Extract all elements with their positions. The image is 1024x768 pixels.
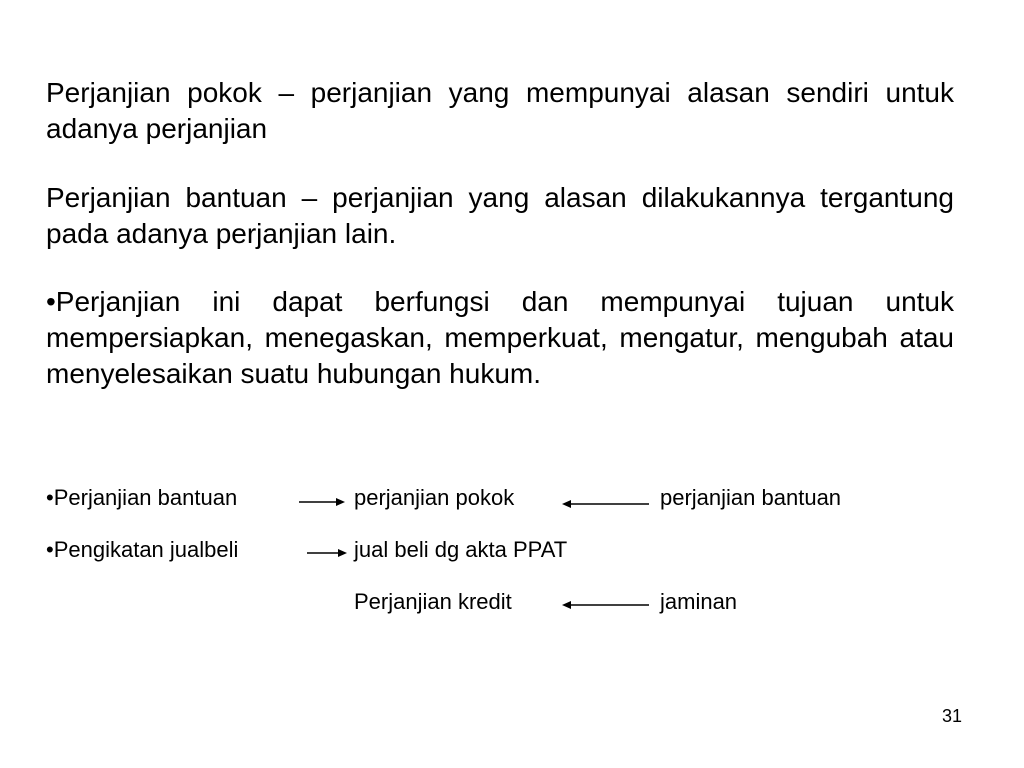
row1-right-label: perjanjian bantuan <box>660 485 842 510</box>
row3-middle-label: Perjanjian kredit <box>354 589 512 614</box>
left-arrow-icon <box>561 599 651 611</box>
left-arrow-icon <box>561 498 651 510</box>
row1-left-label: •Perjanjian bantuan <box>46 485 238 510</box>
row2-middle-label: jual beli dg akta PPAT <box>354 537 568 562</box>
paragraph-definition-pokok: Perjanjian pokok – perjanjian yang mempunyai alasan sendiri untuk adanya perjanjian <box>46 77 954 144</box>
row1-middle-label: perjanjian pokok <box>354 485 515 510</box>
page-number: 31 <box>941 706 962 726</box>
right-arrow-icon <box>306 547 348 559</box>
paragraph-function: •Perjanjian ini dapat berfungsi dan mempunyai tujuan untuk mempersiapkan, menegaskan, memperkuat, mengatur, mengubah atau menyelesaikan suatu hubungan hukum. <box>46 286 954 389</box>
row3-right-label: jaminan <box>660 589 738 614</box>
paragraph-definition-bantuan: Perjanjian bantuan – perjanjian yang alasan dilakukannya tergantung pada adanya perjanjian lain. <box>46 182 954 249</box>
right-arrow-icon <box>298 496 346 508</box>
row2-left-label: •Pengikatan jualbeli <box>46 537 239 562</box>
